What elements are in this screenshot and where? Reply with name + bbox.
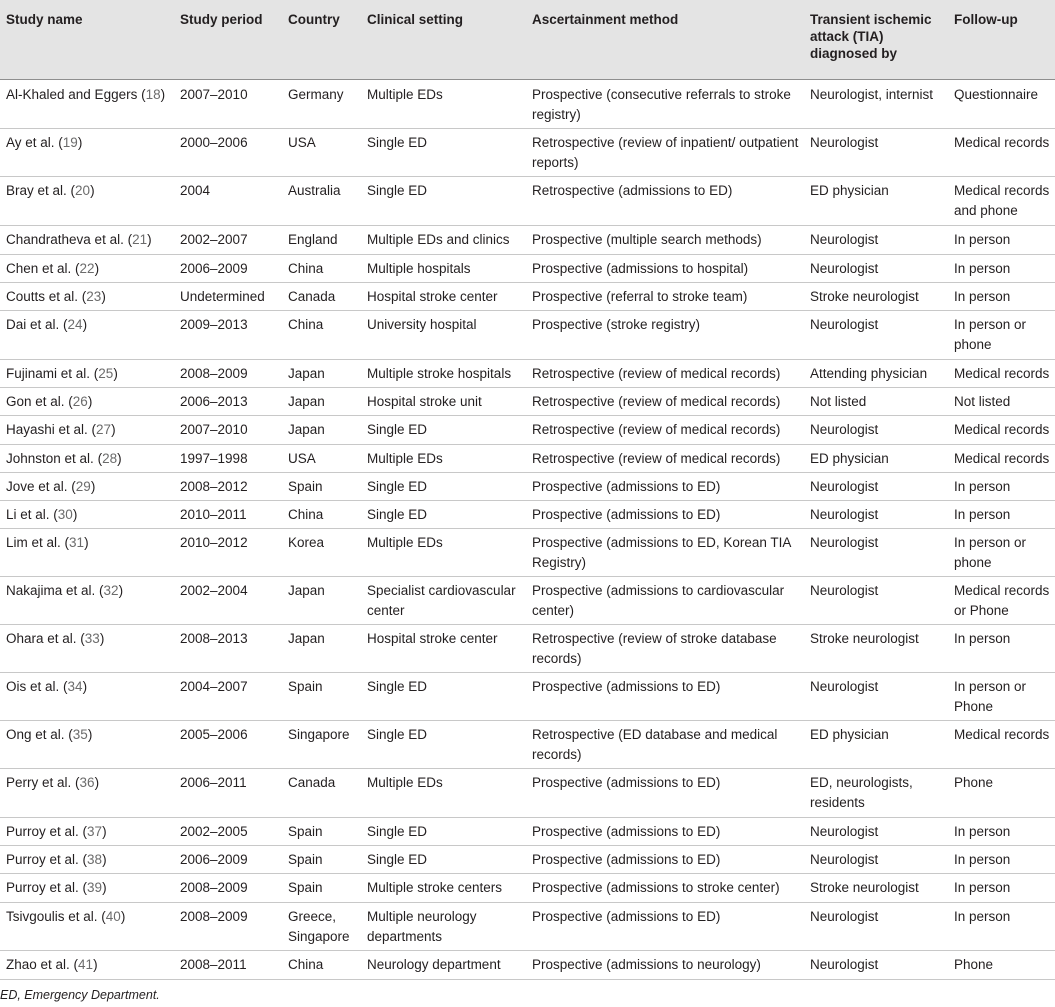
- country-cell: China: [288, 957, 324, 972]
- ref-paren-close: ): [72, 507, 78, 522]
- tia-diagnosed-by-cell: Neurologist: [810, 535, 879, 550]
- ascertainment-method-cell: Retrospective (review of medical records): [532, 422, 781, 437]
- reference-link[interactable]: 37: [87, 824, 103, 839]
- tia-diagnosed-by-cell: Neurologist: [810, 957, 879, 972]
- study-period-cell: 2004: [180, 183, 211, 198]
- clinical-setting-cell: Single ED: [367, 852, 428, 867]
- reference-link[interactable]: 23: [86, 289, 102, 304]
- country-cell: England: [288, 232, 338, 247]
- clinical-setting-cell: Single ED: [367, 727, 428, 742]
- clinical-setting-cell: Multiple stroke hospitals: [367, 366, 512, 381]
- reference-link[interactable]: 40: [105, 909, 121, 924]
- follow-up-cell: In person: [954, 909, 1011, 924]
- ref-paren-close: ): [160, 87, 166, 102]
- follow-up-cell: Medical records: [954, 422, 1050, 437]
- ref-paren-close: ): [93, 957, 98, 972]
- ref-paren-close: ): [84, 535, 89, 550]
- ref-paren-open: (: [59, 317, 68, 332]
- clinical-setting-cell: Hospital stroke unit: [367, 394, 482, 409]
- country-cell: Canada: [288, 775, 336, 790]
- follow-up-cell: In person or phone: [954, 535, 1027, 570]
- country-cell: Singapore: [288, 727, 350, 742]
- header-country: Country: [288, 12, 340, 27]
- study-name-cell: [6, 822, 176, 842]
- study-name-cell: [6, 533, 176, 553]
- header-tia-diagnosed-by: Transient ischemic attack (TIA) diagnosed by: [810, 12, 932, 61]
- ref-paren-close: ): [87, 394, 93, 409]
- study-name-cell: [6, 85, 176, 105]
- follow-up-cell: In person or phone: [954, 317, 1027, 352]
- ref-paren-close: ): [94, 775, 100, 790]
- tia-diagnosed-by-cell: Stroke neurologist: [810, 289, 919, 304]
- header-follow-up: Follow-up: [954, 12, 1018, 27]
- ref-paren-open: (: [78, 880, 88, 895]
- follow-up-cell: Not listed: [954, 394, 1011, 409]
- tia-diagnosed-by-cell: Neurologist: [810, 479, 879, 494]
- clinical-setting-cell: Single ED: [367, 183, 428, 198]
- ascertainment-method-cell: Prospective (admissions to ED): [532, 775, 721, 790]
- ref-paren-close: ): [102, 852, 107, 867]
- study-name: Coutts et al.: [6, 289, 79, 304]
- table-row: [0, 720, 1055, 769]
- header-study-name: Study name: [6, 12, 83, 27]
- ref-paren-open: (: [67, 479, 76, 494]
- study-period-cell: 2006–2013: [180, 394, 248, 409]
- reference-link[interactable]: 39: [87, 880, 103, 895]
- ascertainment-method-cell: Retrospective (review of inpatient/ outpatient reports): [532, 135, 799, 170]
- ref-paren-open: (: [97, 909, 106, 924]
- study-name: Fujinami et al.: [6, 366, 91, 381]
- clinical-setting-cell: Multiple neurology departments: [367, 909, 477, 944]
- follow-up-cell: In person: [954, 507, 1011, 522]
- country-cell: USA: [288, 451, 316, 466]
- study-name: Al-Khaled and Eggers: [6, 87, 138, 102]
- country-cell: Japan: [288, 583, 325, 598]
- study-period-cell: 2006–2009: [180, 261, 248, 276]
- tia-diagnosed-by-cell: Neurologist: [810, 507, 879, 522]
- study-name: Purroy et al.: [6, 880, 79, 895]
- study-period-cell: 2008–2013: [180, 631, 248, 646]
- study-name: Ois et al.: [6, 679, 60, 694]
- table-row: [0, 225, 1055, 255]
- table-row: [0, 528, 1055, 577]
- study-name: Dai et al.: [6, 317, 60, 332]
- tia-diagnosed-by-cell: Stroke neurologist: [810, 631, 919, 646]
- reference-link[interactable]: 19: [62, 135, 78, 150]
- study-period-cell: 1997–1998: [180, 451, 248, 466]
- tia-diagnosed-by-cell: Neurologist: [810, 909, 879, 924]
- country-cell: Spain: [288, 852, 323, 867]
- study-name: Johnston et al.: [6, 451, 94, 466]
- reference-link[interactable]: 31: [69, 535, 85, 550]
- table-row: [0, 359, 1055, 388]
- study-name-cell: [6, 907, 176, 927]
- header-study-period: Study period: [180, 12, 263, 27]
- follow-up-cell: Medical records: [954, 366, 1050, 381]
- follow-up-cell: Questionnaire: [954, 87, 1039, 102]
- reference-link[interactable]: 32: [103, 583, 119, 598]
- ref-paren-open: (: [60, 535, 70, 550]
- study-name: Nakajima et al.: [6, 583, 96, 598]
- ascertainment-method-cell: Retrospective (ED database and medical records): [532, 727, 778, 762]
- table-row: [0, 873, 1055, 903]
- follow-up-cell: Medical records or Phone: [954, 583, 1050, 618]
- ref-paren-open: (: [64, 727, 73, 742]
- reference-link[interactable]: 21: [132, 232, 148, 247]
- reference-link[interactable]: 34: [67, 679, 83, 694]
- study-period-cell: 2008–2009: [180, 880, 248, 895]
- study-name-cell: [6, 955, 176, 975]
- study-period-cell: 2005–2006: [180, 727, 248, 742]
- clinical-setting-cell: Specialist cardiovascular center: [367, 583, 516, 618]
- ref-paren-open: (: [66, 183, 76, 198]
- study-period-cell: 2008–2012: [180, 479, 248, 494]
- country-cell: USA: [288, 135, 316, 150]
- ascertainment-method-cell: Prospective (admissions to ED): [532, 479, 721, 494]
- follow-up-cell: In person or Phone: [954, 679, 1027, 714]
- study-period-cell: 2002–2005: [180, 824, 248, 839]
- tia-diagnosed-by-cell: ED, neurologists, residents: [810, 775, 913, 810]
- ascertainment-method-cell: Prospective (admissions to ED): [532, 679, 721, 694]
- table-row: [0, 80, 1055, 129]
- ref-paren-open: (: [71, 261, 80, 276]
- tia-diagnosed-by-cell: Neurologist, internist: [810, 87, 934, 102]
- study-name: Tsivgoulis et al.: [6, 909, 98, 924]
- study-period-cell: 2004–2007: [180, 679, 248, 694]
- ascertainment-method-cell: Prospective (admissions to cardiovascular center): [532, 583, 785, 618]
- table-row: [0, 310, 1055, 360]
- clinical-setting-cell: Multiple EDs: [367, 535, 443, 550]
- ref-paren-close: ): [101, 289, 106, 304]
- table-row: [0, 576, 1055, 625]
- ref-paren-close: ): [102, 824, 107, 839]
- reference-link[interactable]: 41: [78, 957, 94, 972]
- follow-up-cell: In person: [954, 852, 1011, 867]
- ref-paren-close: ): [102, 880, 107, 895]
- study-period-cell: 2010–2011: [180, 507, 247, 522]
- ref-paren-open: (: [78, 824, 88, 839]
- study-name-cell: [6, 315, 176, 335]
- study-period-cell: 2002–2007: [180, 232, 248, 247]
- country-cell: Germany: [288, 87, 344, 102]
- tia-diagnosed-by-cell: Neurologist: [810, 422, 879, 437]
- study-name: Perry et al.: [6, 775, 72, 790]
- follow-up-cell: In person: [954, 880, 1011, 895]
- study-name: Chen et al.: [6, 261, 72, 276]
- study-period-cell: 2006–2009: [180, 852, 248, 867]
- study-name: Chandratheva et al.: [6, 232, 124, 247]
- ref-paren-close: ): [117, 451, 122, 466]
- study-name: Li et al.: [6, 507, 50, 522]
- study-name-cell: [6, 629, 176, 649]
- clinical-setting-cell: Single ED: [367, 422, 428, 437]
- ref-paren-open: (: [78, 852, 88, 867]
- reference-link[interactable]: 27: [96, 422, 112, 437]
- country-cell: China: [288, 507, 324, 522]
- country-cell: Australia: [288, 183, 341, 198]
- tia-diagnosed-by-cell: Neurologist: [810, 583, 879, 598]
- ascertainment-method-cell: Prospective (referral to stroke team): [532, 289, 748, 304]
- table-row: [0, 500, 1055, 529]
- tia-diagnosed-by-cell: Neurologist: [810, 852, 879, 867]
- study-name-cell: [6, 230, 176, 250]
- reference-link[interactable]: 36: [79, 775, 95, 790]
- country-cell: Korea: [288, 535, 325, 550]
- ref-paren-open: (: [71, 775, 80, 790]
- header-clinical-setting: Clinical setting: [367, 12, 464, 27]
- clinical-setting-cell: Single ED: [367, 479, 428, 494]
- follow-up-cell: Medical records: [954, 727, 1050, 742]
- follow-up-cell: Phone: [954, 775, 994, 790]
- header-ascertainment-method: Ascertainment method: [532, 12, 679, 27]
- study-period-cell: 2010–2012: [180, 535, 248, 550]
- clinical-setting-cell: Multiple hospitals: [367, 261, 471, 276]
- study-name: Ong et al.: [6, 727, 65, 742]
- study-period-cell: 2007–2010: [180, 87, 248, 102]
- table-row: [0, 415, 1055, 445]
- clinical-setting-cell: Single ED: [367, 135, 428, 150]
- ref-paren-close: ): [99, 631, 105, 646]
- country-cell: Japan: [288, 366, 325, 381]
- reference-link[interactable]: 26: [72, 394, 88, 409]
- study-name: Gon et al.: [6, 394, 65, 409]
- study-name-cell: [6, 878, 176, 898]
- study-period-cell: 2008–2011: [180, 957, 247, 972]
- ref-paren-open: (: [76, 631, 85, 646]
- follow-up-cell: In person: [954, 631, 1011, 646]
- country-cell: Japan: [288, 422, 325, 437]
- study-name: Zhao et al.: [6, 957, 70, 972]
- study-name-cell: [6, 392, 176, 412]
- study-name-cell: [6, 725, 176, 745]
- study-name-cell: [6, 364, 176, 384]
- study-name-cell: [6, 259, 176, 279]
- country-cell: Japan: [288, 631, 325, 646]
- reference-link[interactable]: 35: [72, 727, 88, 742]
- ascertainment-method-cell: Prospective (admissions to ED): [532, 852, 721, 867]
- ascertainment-method-cell: Prospective (stroke registry): [532, 317, 701, 332]
- ref-paren-open: (: [54, 135, 63, 150]
- follow-up-cell: In person: [954, 479, 1011, 494]
- clinical-setting-cell: Multiple EDs: [367, 87, 443, 102]
- clinical-setting-cell: Single ED: [367, 679, 428, 694]
- study-name-cell: [6, 677, 176, 697]
- clinical-setting-cell: Multiple stroke centers: [367, 880, 503, 895]
- tia-diagnosed-by-cell: Attending physician: [810, 366, 928, 381]
- study-name: Bray et al.: [6, 183, 67, 198]
- ref-paren-open: (: [69, 957, 79, 972]
- ref-paren-close: ): [118, 583, 124, 598]
- country-cell: China: [288, 317, 324, 332]
- tia-diagnosed-by-cell: ED physician: [810, 183, 889, 198]
- ref-paren-close: ): [120, 909, 126, 924]
- follow-up-cell: Medical records and phone: [954, 183, 1050, 218]
- tia-diagnosed-by-cell: Neurologist: [810, 261, 879, 276]
- table-row: [0, 845, 1055, 874]
- ref-paren-open: (: [93, 451, 103, 466]
- follow-up-cell: In person: [954, 824, 1011, 839]
- ref-paren-close: ): [147, 232, 152, 247]
- study-name: Jove et al.: [6, 479, 68, 494]
- clinical-setting-cell: Single ED: [367, 507, 428, 522]
- country-cell: Greece, Singapore: [288, 909, 350, 944]
- country-cell: Canada: [288, 289, 336, 304]
- clinical-setting-cell: Multiple EDs: [367, 451, 443, 466]
- country-cell: Japan: [288, 394, 325, 409]
- study-period-cell: 2006–2011: [180, 775, 247, 790]
- country-cell: Spain: [288, 479, 323, 494]
- study-period-cell: 2002–2004: [180, 583, 248, 598]
- study-period-cell: Undetermined: [180, 289, 265, 304]
- table-row: [0, 817, 1055, 846]
- ref-paren-close: ): [113, 366, 118, 381]
- study-name: Purroy et al.: [6, 852, 79, 867]
- tia-diagnosed-by-cell: Neurologist: [810, 135, 879, 150]
- follow-up-cell: Medical records: [954, 451, 1050, 466]
- table-row: [0, 254, 1055, 283]
- country-cell: Spain: [288, 824, 323, 839]
- table-row: [0, 387, 1055, 416]
- tia-diagnosed-by-cell: ED physician: [810, 727, 889, 742]
- table-row: [0, 672, 1055, 721]
- reference-link[interactable]: 20: [75, 183, 91, 198]
- table-row: [0, 444, 1055, 473]
- ref-paren-open: (: [64, 394, 73, 409]
- table-footnote: ED, Emergency Department.: [0, 988, 160, 1002]
- ascertainment-method-cell: Retrospective (admissions to ED): [532, 183, 733, 198]
- ascertainment-method-cell: Retrospective (review of medical records): [532, 394, 781, 409]
- country-cell: Spain: [288, 880, 323, 895]
- ref-paren-open: (: [137, 87, 146, 102]
- ref-paren-close: ): [111, 422, 116, 437]
- clinical-setting-cell: Neurology department: [367, 957, 501, 972]
- table-row: [0, 768, 1055, 818]
- table-row: [0, 472, 1055, 501]
- table-row: [0, 950, 1055, 980]
- table-row: [0, 902, 1055, 951]
- tia-diagnosed-by-cell: Not listed: [810, 394, 867, 409]
- study-name-cell: [6, 133, 176, 153]
- reference-link[interactable]: 28: [102, 451, 118, 466]
- study-period-cell: 2008–2009: [180, 909, 248, 924]
- ascertainment-method-cell: Prospective (admissions to neurology): [532, 957, 761, 972]
- ref-paren-close: ): [77, 135, 83, 150]
- ascertainment-method-cell: Retrospective (review of medical records): [532, 451, 781, 466]
- study-name-cell: [6, 420, 176, 440]
- study-name-cell: [6, 477, 176, 497]
- study-name-cell: [6, 505, 176, 525]
- ascertainment-method-cell: Prospective (admissions to hospital): [532, 261, 749, 276]
- study-name: Hayashi et al.: [6, 422, 88, 437]
- reference-link[interactable]: 30: [57, 507, 73, 522]
- tia-diagnosed-by-cell: Neurologist: [810, 679, 879, 694]
- follow-up-cell: Medical records: [954, 135, 1050, 150]
- study-name-cell: [6, 449, 176, 469]
- tia-diagnosed-by-cell: Neurologist: [810, 232, 879, 247]
- study-name-cell: [6, 287, 176, 307]
- follow-up-cell: In person: [954, 261, 1011, 276]
- reference-link[interactable]: 24: [67, 317, 83, 332]
- ref-paren-open: (: [90, 366, 99, 381]
- follow-up-cell: Phone: [954, 957, 994, 972]
- reference-link[interactable]: 29: [75, 479, 91, 494]
- tia-diagnosed-by-cell: Neurologist: [810, 824, 879, 839]
- study-name: Lim et al.: [6, 535, 61, 550]
- study-period-cell: 2008–2009: [180, 366, 248, 381]
- follow-up-cell: In person: [954, 289, 1011, 304]
- study-name: Ay et al.: [6, 135, 55, 150]
- ascertainment-method-cell: Prospective (admissions to stroke center): [532, 880, 780, 895]
- tia-diagnosed-by-cell: ED physician: [810, 451, 889, 466]
- study-name-cell: [6, 773, 176, 793]
- ascertainment-method-cell: Prospective (admissions to ED): [532, 824, 721, 839]
- clinical-setting-cell: University hospital: [367, 317, 477, 332]
- table-row: [0, 128, 1055, 177]
- ref-paren-open: (: [123, 232, 133, 247]
- study-name-cell: [6, 181, 176, 201]
- table-row: [0, 176, 1055, 226]
- ref-paren-close: ): [94, 261, 100, 276]
- study-name: Purroy et al.: [6, 824, 79, 839]
- ascertainment-method-cell: Retrospective (review of medical records): [532, 366, 781, 381]
- ascertainment-method-cell: Retrospective (review of stroke database records): [532, 631, 777, 666]
- ref-paren-close: ): [87, 727, 93, 742]
- ref-paren-open: (: [87, 422, 97, 437]
- ascertainment-method-cell: Prospective (multiple search methods): [532, 232, 762, 247]
- clinical-setting-cell: Multiple EDs: [367, 775, 443, 790]
- table-row: [0, 624, 1055, 673]
- clinical-setting-cell: Single ED: [367, 824, 428, 839]
- clinical-setting-cell: Hospital stroke center: [367, 289, 498, 304]
- table-row: [0, 282, 1055, 311]
- ascertainment-method-cell: Prospective (admissions to ED): [532, 507, 721, 522]
- ascertainment-method-cell: Prospective (consecutive referrals to stroke registry): [532, 87, 791, 122]
- reference-link[interactable]: 33: [84, 631, 100, 646]
- tia-diagnosed-by-cell: Neurologist: [810, 317, 879, 332]
- ref-paren-open: (: [78, 289, 87, 304]
- reference-link[interactable]: 38: [87, 852, 103, 867]
- reference-link[interactable]: 25: [98, 366, 114, 381]
- ascertainment-method-cell: Prospective (admissions to ED, Korean TIA Registry): [532, 535, 791, 570]
- reference-link[interactable]: 18: [145, 87, 161, 102]
- study-period-cell: 2007–2010: [180, 422, 248, 437]
- ref-paren-open: (: [59, 679, 68, 694]
- ref-paren-close: ): [82, 317, 88, 332]
- tia-diagnosed-by-cell: Stroke neurologist: [810, 880, 919, 895]
- ref-paren-close: ): [90, 479, 96, 494]
- ref-paren-close: ): [90, 183, 95, 198]
- ref-paren-open: (: [49, 507, 58, 522]
- ascertainment-method-cell: Prospective (admissions to ED): [532, 909, 721, 924]
- study-period-cell: 2000–2006: [180, 135, 248, 150]
- table-header: [0, 0, 1055, 80]
- ref-paren-open: (: [95, 583, 104, 598]
- clinical-setting-cell: Multiple EDs and clinics: [367, 232, 510, 247]
- country-cell: Spain: [288, 679, 323, 694]
- country-cell: China: [288, 261, 324, 276]
- study-name-cell: [6, 850, 176, 870]
- study-name: Ohara et al.: [6, 631, 77, 646]
- reference-link[interactable]: 22: [79, 261, 95, 276]
- follow-up-cell: In person: [954, 232, 1011, 247]
- study-period-cell: 2009–2013: [180, 317, 248, 332]
- clinical-setting-cell: Hospital stroke center: [367, 631, 498, 646]
- ref-paren-close: ): [82, 679, 88, 694]
- study-name-cell: [6, 581, 176, 601]
